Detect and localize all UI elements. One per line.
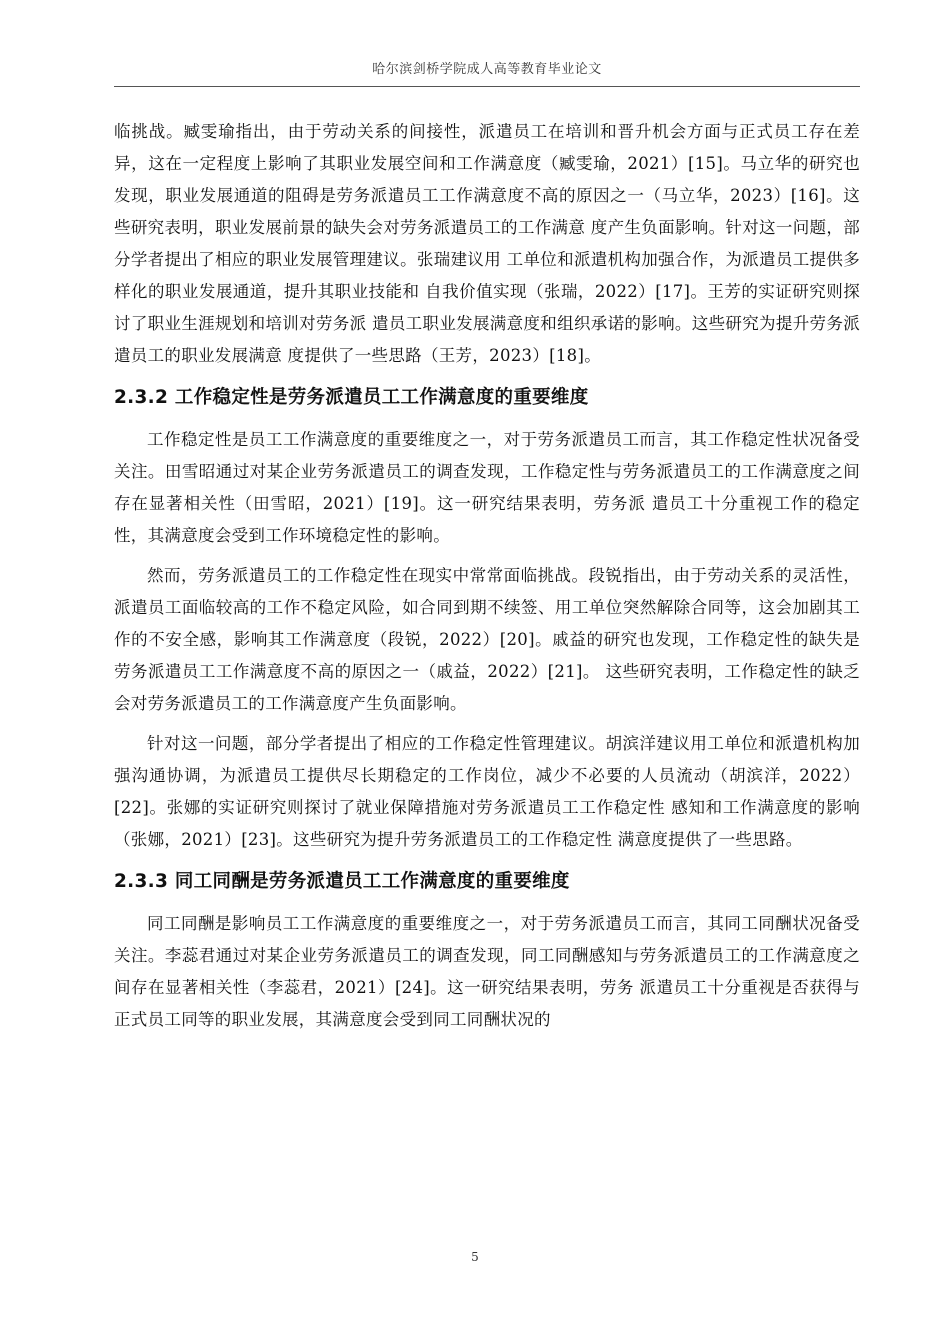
paragraph-career-development: 临挑战。臧雯瑜指出，由于劳动关系的间接性，派遣员工在培训和晋升机会方面与正式员工存在差异，这在一定程度上影响了其职业发展空间和工作满意度（臧雯瑜，2021）[15]。马立华的研究也发现，职业发展通道的阻碍是劳务派遣员工工作满意度不高的原因之一（马立华，2023）[16]。这些研究表明，职业发展前景的缺失会对劳务派遣员工的工作满意 度产生负面影响。针对这一问题，部分学者提出了相应的职业发展管理建议。张瑞建议用 工单位和派遣机构加强合作，为派遣员工提供多样化的职业发展通道，提升其职业技能和 自我价值实现（张瑞，2022）[17]。王芳的实证研究则探讨了职业生涯规划和培训对劳务派 遣员工职业发展满意度和组织承诺的影响。这些研究为提升劳务派遣员工的职业发展满意 度提供了一些思路（王芳，2023）[18]。 (114, 122, 860, 365)
page-body (114, 116, 860, 1036)
header-divider (114, 86, 860, 87)
running-header: 哈尔滨剑桥学院成人高等教育毕业论文 (372, 62, 602, 77)
paragraph-job-stability-suggestions: 针对这一问题，部分学者提出了相应的工作稳定性管理建议。胡滨洋建议用工单位和派遣机构加强沟通协调，为派遣员工提供尽长期稳定的工作岗位，减少不必要的人员流动（胡滨洋，2022）[22]。张娜的实证研究则探讨了就业保障措施对劳务派遣员工工作稳定性 感知和工作满意度的影响（张娜，2021）[23]。这些研究为提升劳务派遣员工的工作稳定性 满意度提供了一些思路。 (114, 734, 860, 849)
section-heading-2-3-3: 2.3.3 同工同酬是劳务派遣员工工作满意度的重要维度 (114, 871, 570, 892)
section-heading-2-3-2: 2.3.2 工作稳定性是劳务派遣员工工作满意度的重要维度 (114, 387, 589, 408)
paragraph-job-stability-challenges: 然而，劳务派遣员工的工作稳定性在现实中常常面临挑战。段锐指出，由于劳动关系的灵活性，派遣员工面临较高的工作不稳定风险，如合同到期不续签、用工单位突然解除合同等，这会加剧其工作的不安全感，影响其工作满意度（段锐，2022）[20]。戚益的研究也发现，工作稳定性的缺失是劳务派遣员工工作满意度不高的原因之一（戚益，2022）[21]。 这些研究表明，工作稳定性的缺乏会对劳务派遣员工的工作满意度产生负面影响。 (114, 566, 860, 713)
paragraph-job-stability-intro: 工作稳定性是员工工作满意度的重要维度之一，对于劳务派遣员工而言，其工作稳定性状况备受关注。田雪昭通过对某企业劳务派遣员工的调查发现，工作稳定性与劳务派遣员工的工作满意度之间存在显著相关性（田雪昭，2021）[19]。这一研究结果表明，劳务派 遣员工十分重视工作的稳定性，其满意度会受到工作环境稳定性的影响。 (114, 430, 860, 545)
paragraph-equal-pay: 同工同酬是影响员工工作满意度的重要维度之一，对于劳务派遣员工而言，其同工同酬状况备受关注。李蕊君通过对某企业劳务派遣员工的调查发现，同工同酬感知与劳务派遣员工的工作满意度之间存在显著相关性（李蕊君，2021）[24]。这一研究结果表明，劳务 派遣员工十分重视是否获得与正式员工同等的职业发展，其满意度会受到同工同酬状况的 (114, 914, 860, 1029)
page-number: 5 (471, 1250, 479, 1264)
